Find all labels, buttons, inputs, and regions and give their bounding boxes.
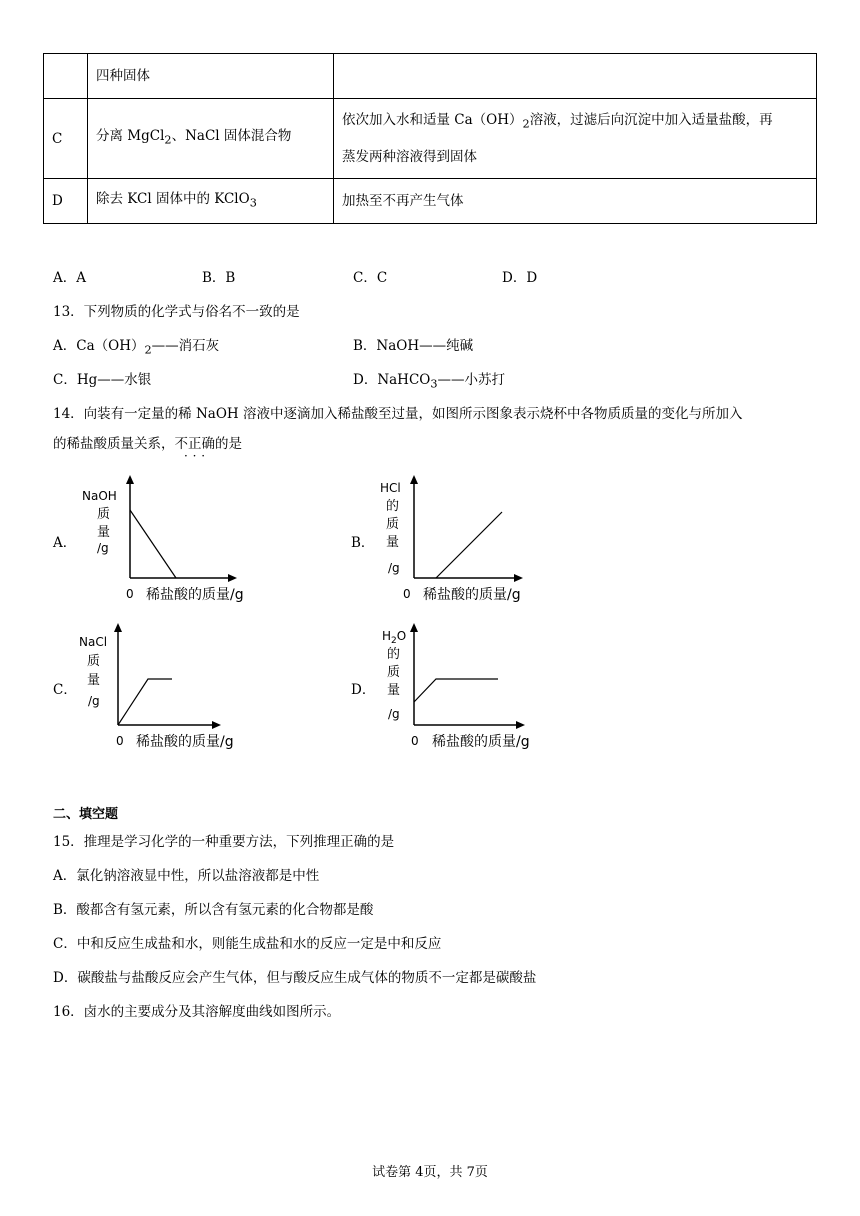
q13-option-d: D．NaHCO$_3$——小苏打	[353, 372, 506, 391]
x-axis-label: 稀盐酸的质量/g	[432, 734, 530, 750]
q15-option-c: C．中和反应生成盐和水，则能生成盐和水的反应一定是中和反应	[53, 936, 442, 952]
y-label-line: HCl	[380, 481, 401, 495]
row-purpose: 除去 KCl 固体中的 KClO$_3$	[88, 179, 334, 224]
q15-stem: 15．推理是学习化学的一种重要方法，下列推理正确的是	[53, 834, 395, 850]
y-label-line: /g	[388, 707, 400, 721]
q13-option-c: C．Hg——水银	[53, 372, 152, 388]
y-axis-arrow	[410, 475, 418, 484]
y-label-line: $H_2O$	[382, 629, 407, 646]
q14-stem-line1: 14．向装有一定量的稀 NaOH 溶液中逐滴加入稀盐酸至过量，如图所示图象表示烧杯中各物质质量的变化与所加入	[53, 406, 743, 422]
emphasis-dots: 不正确 · · ·	[175, 436, 216, 452]
y-label-line: 质	[387, 665, 401, 680]
row-id: C	[44, 99, 88, 179]
graph-c-letter: C．	[53, 682, 77, 698]
origin-label: 0	[411, 734, 419, 748]
y-axis-arrow	[126, 475, 134, 484]
x-axis-arrow	[514, 574, 523, 582]
graph-b-letter: B．	[351, 535, 375, 551]
y-label-line: 质	[97, 507, 111, 522]
y-label-line: /g	[388, 561, 400, 575]
q13-option-b: B．NaOH——纯碱	[353, 338, 474, 354]
q14-stem-line2: 的稀盐酸质量关系，不正确 · · ·的是	[53, 432, 242, 452]
graph-d	[370, 618, 570, 753]
q12-option-c: C．C	[353, 270, 388, 286]
table-row	[44, 54, 817, 99]
graph-c	[70, 618, 270, 753]
y-label-line: NaCl	[79, 635, 108, 649]
q15-option-a: A．氯化钠溶液显中性，所以盐溶液都是中性	[53, 868, 320, 884]
row-purpose: 分离 MgCl$_2$、NaCl 固体混合物	[88, 99, 334, 179]
graph-a	[70, 470, 270, 610]
origin-label: 0	[126, 587, 134, 601]
row-method	[334, 54, 817, 99]
q13-option-a: A．$Ca(OH)_2——$消石灰	[53, 338, 220, 357]
y-label-line: /g	[88, 694, 100, 708]
q15-option-b: B．酸都含有氢元素，所以含有氢元素的化合物都是酸	[53, 902, 374, 918]
y-axis-arrow	[114, 623, 122, 632]
row-id: D	[44, 179, 88, 224]
q16-stem: 16．卤水的主要成分及其溶解度曲线如图所示。	[53, 1004, 341, 1020]
x-axis-arrow	[228, 574, 237, 582]
table-row	[44, 179, 817, 224]
y-label-line: 量	[97, 525, 111, 540]
x-axis-label: 稀盐酸的质量/g	[136, 734, 234, 750]
y-label-line: 量	[387, 683, 401, 698]
table-row	[44, 99, 817, 179]
y-label-line: /g	[97, 541, 109, 555]
y-label-line: 的	[387, 647, 401, 662]
row-purpose: 四种固体	[88, 54, 334, 99]
origin-label: 0	[403, 587, 411, 601]
y-label-line: 质	[386, 517, 400, 532]
options-table	[43, 53, 817, 224]
y-label-line: 量	[87, 673, 101, 688]
q12-option-d: D．D	[502, 270, 538, 286]
q12-option-a: A．A	[53, 270, 86, 286]
graph-d-letter: D．	[351, 682, 376, 698]
y-label-line: 量	[386, 535, 400, 550]
row-method: 加热至不再产生气体	[334, 179, 817, 224]
y-label-line: 质	[87, 654, 101, 669]
curve-line	[436, 512, 502, 578]
x-axis-label: 稀盐酸的质量/g	[423, 587, 521, 603]
y-axis-arrow	[410, 623, 418, 632]
curve-line	[414, 679, 498, 702]
curve-line	[118, 679, 172, 725]
y-label-line: NaOH	[82, 489, 117, 503]
page-footer: 试卷第 4页，共 7页	[372, 1165, 488, 1180]
graph-b	[370, 470, 570, 610]
row-method: 依次加入水和适量 $Ca(OH)_2$溶液，过滤后向沉淀中加入适量盐酸，再 蒸发两种溶液得到固体	[334, 99, 817, 179]
x-axis-arrow	[212, 721, 221, 729]
row-id	[44, 54, 88, 99]
q12-option-b: B．B	[202, 270, 236, 286]
section-title: 二、填空题	[53, 807, 119, 822]
q15-option-d: D．碳酸盐与盐酸反应会产生气体，但与酸反应生成气体的物质不一定都是碳酸盐	[53, 970, 537, 986]
y-label-line: 的	[386, 499, 400, 514]
curve-line	[130, 510, 176, 578]
x-axis-arrow	[516, 721, 525, 729]
origin-label: 0	[116, 734, 124, 748]
x-axis-label: 稀盐酸的质量/g	[146, 587, 244, 603]
q13-stem: 13．下列物质的化学式与俗名不一致的是	[53, 304, 300, 320]
graph-a-letter: A．	[53, 535, 77, 551]
